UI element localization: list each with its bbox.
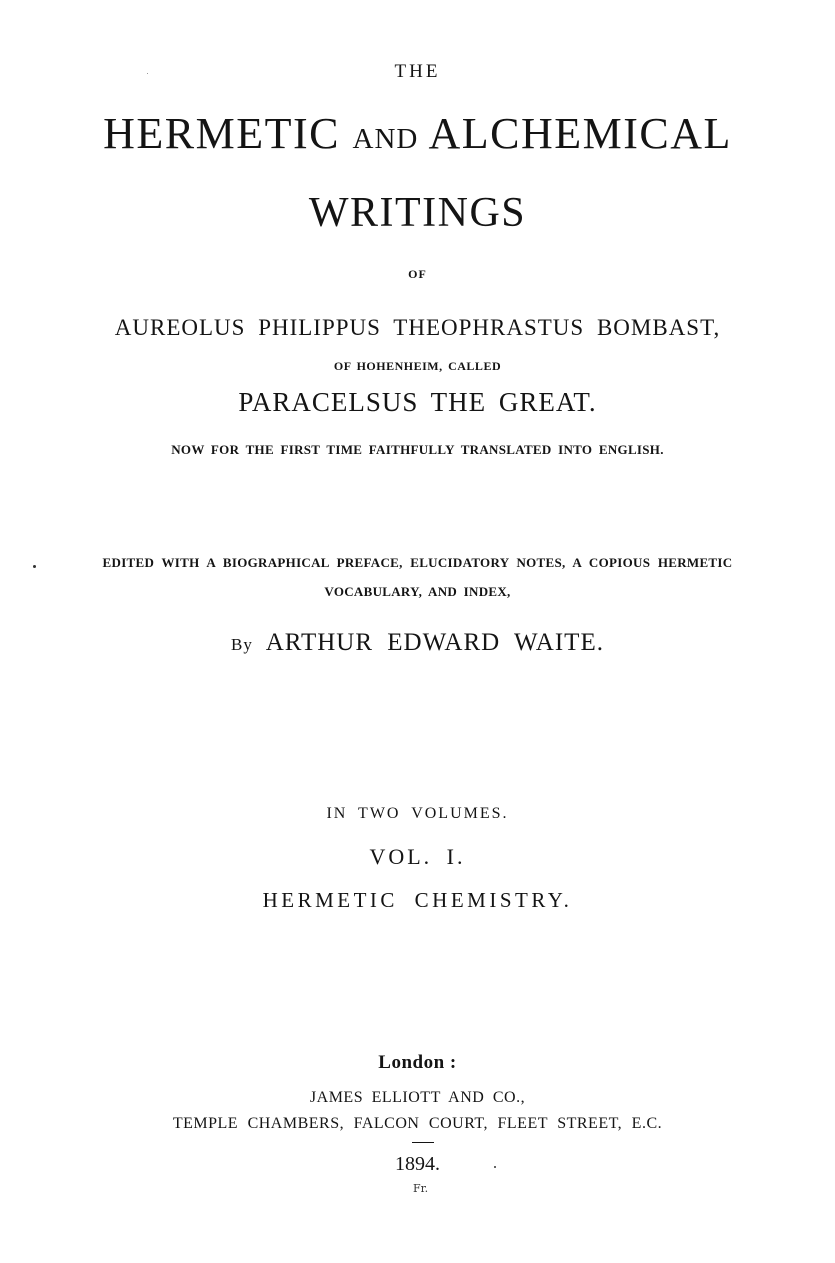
edited-line-2: VOCABULARY, AND INDEX,	[324, 584, 511, 599]
imprint-rule	[412, 1142, 434, 1143]
author-names: AUREOLUS PHILIPPUS THEOPHRASTUS BOMBAST,	[114, 315, 721, 340]
volumes-note: IN TWO VOLUMES.	[326, 805, 509, 822]
title-word-writings: WRITINGS	[308, 190, 527, 236]
imprint-publisher: JAMES ELLIOTT AND CO.,	[309, 1089, 526, 1106]
title-word-alchemical: ALCHEMICAL	[428, 109, 732, 158]
edited-line-1: EDITED WITH A BIOGRAPHICAL PREFACE, ELUCIDATORY NOTES, A COPIOUS HERMETIC	[102, 555, 733, 570]
editor-byline	[0, 630, 835, 655]
by-prefix: By	[231, 635, 253, 654]
author-epithet: PARACELSUS THE GREAT.	[238, 387, 597, 417]
ink-speck	[147, 73, 148, 74]
imprint-address: TEMPLE CHAMBERS, FALCON COURT, FLEET STREET, E.C.	[172, 1115, 663, 1132]
of-hohenheim: OF HOHENHEIM, CALLED	[333, 359, 502, 373]
imprint-year: 1894.	[395, 1153, 440, 1175]
editor-name: ARTHUR EDWARD WAITE.	[265, 629, 604, 656]
main-title	[0, 109, 835, 158]
title-word-hermetic: HERMETIC	[103, 109, 341, 158]
ink-speck	[494, 1166, 496, 1168]
imprint-city: London :	[378, 1052, 457, 1073]
title-word-and: AND	[352, 123, 419, 155]
translation-note: NOW FOR THE FIRST TIME FAITHFULLY TRANSLATED INTO ENGLISH.	[171, 442, 664, 457]
volume-number: VOL. I.	[369, 844, 466, 869]
volume-title: HERMETIC CHEMISTRY.	[262, 888, 573, 912]
ink-speck	[33, 565, 36, 568]
title-article: THE	[394, 61, 441, 82]
of-label: OF	[408, 267, 427, 281]
library-mark: Fr.	[413, 1182, 429, 1195]
